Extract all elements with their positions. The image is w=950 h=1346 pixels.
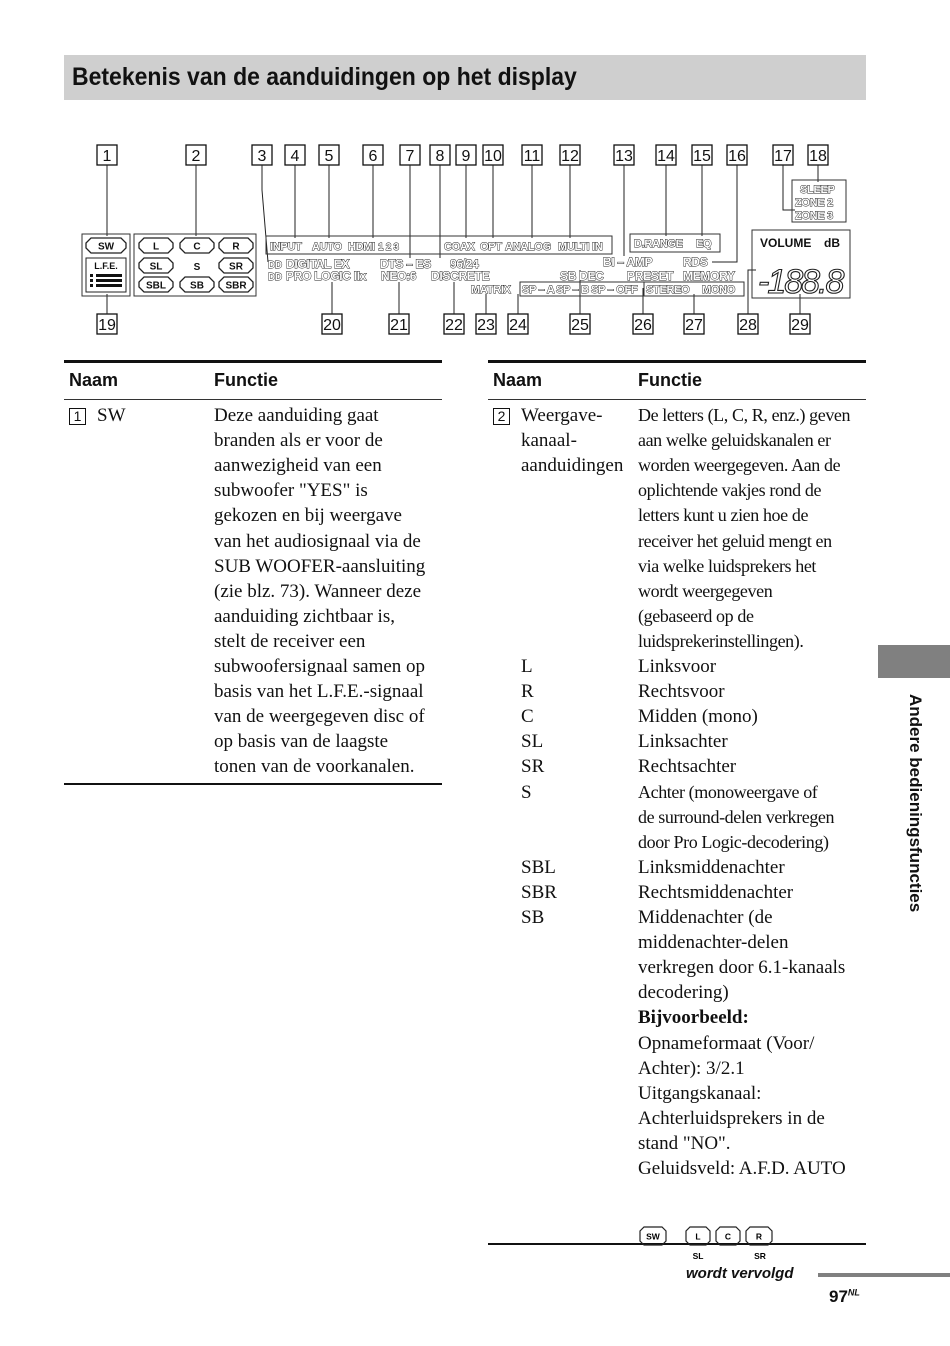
item-number-box: 2 bbox=[493, 408, 510, 425]
function-line: letters kunt u zien hoe de bbox=[638, 505, 809, 526]
indicator-dts-es: DTS – ES bbox=[380, 257, 431, 271]
r-icon-label: R bbox=[755, 1231, 763, 1242]
display-diagram bbox=[64, 135, 866, 345]
function-line: Achter (monoweergave of bbox=[638, 781, 818, 802]
function-line: branden als er voor de bbox=[214, 430, 383, 452]
example-line: Geluidsveld: A.F.D. AUTO bbox=[638, 1158, 846, 1179]
indicator-96-24: 96/24 bbox=[450, 257, 479, 271]
callout-26-number: 26 bbox=[634, 317, 652, 334]
function-line: (zie blz. 73). Wanneer deze bbox=[214, 580, 422, 602]
indicator-analog: ANALOG bbox=[505, 241, 551, 253]
callout-15-number: 15 bbox=[693, 148, 711, 165]
callout-9-number: 9 bbox=[461, 148, 471, 165]
header-naam: Naam bbox=[69, 370, 119, 390]
indicator-coax: COAX bbox=[444, 241, 475, 253]
function-line: worden weergegeven. Aan de bbox=[638, 455, 841, 476]
l-icon-label: L bbox=[695, 1231, 701, 1242]
continued-label: wordt vervolgd bbox=[686, 1265, 794, 1282]
page-number-suffix: NL bbox=[847, 1287, 860, 1298]
function-line: op basis van de laagste bbox=[214, 731, 389, 753]
callout-22-number: 22 bbox=[445, 317, 463, 334]
indicator-opt: OPT bbox=[480, 241, 502, 253]
channel-s-label: S bbox=[193, 262, 201, 273]
callout-6-number: 6 bbox=[368, 148, 378, 165]
channel-name: L bbox=[521, 656, 533, 677]
indicator-matrix: MATRIX bbox=[471, 284, 511, 296]
c-icon-label: C bbox=[724, 1231, 732, 1242]
channel-c-label: C bbox=[193, 241, 201, 253]
channel-r-label: R bbox=[232, 241, 240, 253]
indicator-d-range: D.RANGE bbox=[634, 238, 683, 250]
leader-16 bbox=[712, 165, 737, 262]
function-line: van de weergegeven disc of bbox=[214, 706, 425, 728]
channel-sbl-label: SBL bbox=[146, 280, 166, 292]
name-line: aanduidingen bbox=[521, 455, 624, 477]
indicator-discrete: DISCRETE bbox=[431, 269, 490, 283]
indicator-bi-amp: BI – AMP bbox=[603, 255, 653, 269]
section-label: Andere bedieningsfuncties bbox=[906, 694, 925, 913]
volume-segment-display: -188.8 bbox=[758, 263, 843, 301]
function-line: Deze aanduiding gaat bbox=[214, 405, 379, 426]
indicator-volume: VOLUME bbox=[760, 236, 812, 250]
table-left bbox=[64, 360, 442, 785]
function-line: (gebaseerd op de bbox=[638, 605, 754, 626]
function-line: Midden (mono) bbox=[638, 706, 758, 728]
item-number-box: 1 bbox=[69, 408, 86, 425]
callout-28-number: 28 bbox=[739, 317, 757, 334]
indicator-memory: MEMORY bbox=[683, 269, 735, 283]
callout-3-number: 3 bbox=[257, 148, 267, 165]
function-line: De letters (L, C, R, enz.) geven bbox=[638, 405, 851, 425]
indicator-auto: AUTO bbox=[312, 241, 342, 253]
channel-name: R bbox=[521, 681, 534, 703]
function-line: gekozen en bij weergave bbox=[214, 505, 402, 527]
function-line: de surround-delen verkregen bbox=[638, 806, 835, 827]
lfe-level-dot bbox=[90, 284, 93, 287]
indicator-dolby-2: DD bbox=[268, 272, 282, 283]
channel-sw-label: SW bbox=[97, 241, 115, 253]
leader-17 bbox=[783, 165, 795, 210]
example-line: Achter): 3/2.1 bbox=[638, 1057, 745, 1079]
function-line: oplichtende vakjes rond de bbox=[638, 480, 822, 501]
example-channel-icons bbox=[638, 1226, 788, 1266]
table-body bbox=[488, 400, 866, 1261]
function-line: Middenachter (de bbox=[638, 907, 773, 928]
lfe-level-dot bbox=[90, 279, 93, 282]
indicator-sp-b: SP – B bbox=[556, 284, 589, 296]
section-tab bbox=[878, 645, 950, 678]
indicator-db: dB bbox=[824, 236, 840, 250]
callout-24-number: 24 bbox=[509, 317, 527, 334]
function-line: aanwezigheid van een bbox=[214, 455, 382, 477]
indicator-sleep: SLEEP bbox=[800, 184, 835, 196]
sr-icon-label: SR bbox=[754, 1251, 766, 1261]
channel-l-label: L bbox=[152, 241, 160, 253]
example-line: Achterluidsprekers in de bbox=[638, 1107, 825, 1129]
callout-20-number: 20 bbox=[323, 317, 341, 334]
indicator-hdmi: HDMI bbox=[348, 241, 375, 253]
function-line: verkregen door 6.1-kanaals bbox=[638, 957, 846, 979]
function-line: Rechtsvoor bbox=[638, 681, 725, 703]
function-line: Linksachter bbox=[638, 731, 728, 753]
page-number bbox=[829, 1287, 860, 1307]
table-header bbox=[64, 363, 442, 399]
callout-21-number: 21 bbox=[390, 317, 408, 334]
callout-4-number: 4 bbox=[290, 148, 300, 165]
indicator-stereo: STEREO bbox=[646, 284, 690, 296]
function-line: Linksvoor bbox=[638, 656, 717, 677]
indicator-sp-a: SP – A bbox=[522, 284, 555, 296]
indicator-rds: RDS bbox=[683, 255, 708, 269]
callout-12-number: 12 bbox=[561, 148, 579, 165]
example-line: Opnameformaat (Voor/ bbox=[638, 1032, 815, 1054]
callout-10-number: 10 bbox=[484, 148, 502, 165]
function-line: van het audiosignaal via de bbox=[214, 530, 421, 552]
channel-name: SB bbox=[521, 907, 545, 928]
callout-13-number: 13 bbox=[615, 148, 633, 165]
page-title bbox=[64, 55, 866, 100]
display-panel-svg bbox=[64, 135, 866, 345]
function-line: door Pro Logic-decodering) bbox=[638, 831, 829, 852]
function-line: Rechtsachter bbox=[638, 756, 737, 778]
callout-29-number: 29 bbox=[791, 317, 809, 334]
channel-name: SL bbox=[521, 731, 544, 753]
table-rule bbox=[64, 783, 442, 785]
callout-11-number: 11 bbox=[523, 148, 541, 165]
callout-17-number: 17 bbox=[774, 148, 792, 165]
channel-sbr-label: SBR bbox=[225, 280, 247, 292]
sl-icon-label: SL bbox=[692, 1251, 704, 1261]
channel-name: SBL bbox=[521, 856, 556, 878]
indicator-sb-dec: SB DEC bbox=[560, 269, 604, 283]
callout-23-number: 23 bbox=[477, 317, 495, 334]
indicator-pro-logic: PRO LOGIC IIx bbox=[286, 269, 367, 283]
callout-7-number: 7 bbox=[405, 148, 415, 165]
function-line: basis van het L.F.E.-signaal bbox=[214, 681, 424, 703]
channel-name: SBR bbox=[521, 881, 557, 903]
table-right bbox=[488, 360, 866, 1261]
page-number-value: 97 bbox=[829, 1287, 848, 1306]
indicator-sp-off: SP – OFF bbox=[591, 284, 638, 296]
table-header bbox=[488, 363, 866, 399]
callout-8-number: 8 bbox=[435, 148, 445, 165]
function-line: decodering) bbox=[638, 982, 729, 1004]
example-line: Uitgangskanaal: bbox=[638, 1082, 762, 1104]
header-naam: Naam bbox=[493, 370, 543, 390]
callout-25-number: 25 bbox=[571, 317, 589, 334]
function-line: stelt de receiver een bbox=[214, 630, 366, 652]
channel-name: SR bbox=[521, 756, 545, 778]
indicator-hdmi-number: 1 2 3 bbox=[378, 242, 399, 253]
function-line: middenachter-delen bbox=[638, 932, 789, 954]
indicator-dolby-1: DD bbox=[268, 260, 282, 271]
indicator-neo6: NEO:6 bbox=[381, 269, 417, 283]
callout-18-number: 18 bbox=[809, 148, 827, 165]
channel-sr-label: SR bbox=[229, 261, 243, 273]
channel-sb-label: SB bbox=[190, 280, 204, 292]
indicator-input: INPUT bbox=[270, 241, 302, 253]
function-line: subwoofer "YES" is bbox=[214, 480, 368, 502]
callout-27-number: 27 bbox=[685, 317, 703, 334]
example-line: stand "NO". bbox=[638, 1132, 731, 1154]
header-functie: Functie bbox=[638, 370, 703, 390]
indicator-zone3: ZONE 3 bbox=[795, 210, 833, 222]
name-line: kanaal- bbox=[521, 430, 577, 452]
callout-1-number: 1 bbox=[102, 148, 112, 165]
indicator-multi-in: MULTI IN bbox=[558, 241, 603, 253]
indicator-mono: MONO bbox=[702, 284, 736, 296]
lfe-level-dot bbox=[90, 274, 93, 277]
function-line: SUB WOOFER-aansluiting bbox=[214, 555, 426, 577]
page-title-text: Betekenis van de aanduidingen op het display bbox=[72, 63, 577, 91]
callout-19-number: 19 bbox=[98, 317, 116, 334]
sw-icon-label: SW bbox=[646, 1231, 660, 1242]
function-line: wordt weergegeven bbox=[638, 580, 773, 601]
callout-16-number: 16 bbox=[728, 148, 746, 165]
lfe-level-bar bbox=[96, 279, 122, 282]
function-line: luidsprekerinstellingen). bbox=[638, 630, 804, 651]
leader-3 bbox=[262, 165, 268, 262]
lfe-level-bar bbox=[96, 274, 122, 277]
table-body bbox=[64, 400, 442, 783]
channel-name: S bbox=[521, 781, 532, 803]
function-line: aan welke geluidskanalen er bbox=[638, 430, 831, 451]
function-line: aanduiding zichtbaar is, bbox=[214, 605, 395, 627]
function-line: receiver het geluid mengt en bbox=[638, 530, 832, 551]
header-functie: Functie bbox=[214, 370, 279, 390]
indicator-zone2: ZONE 2 bbox=[795, 197, 833, 209]
lfe-level-bar bbox=[96, 284, 122, 287]
callout-2-number: 2 bbox=[191, 148, 201, 165]
item-name: SW bbox=[97, 405, 126, 426]
function-line: via welke luidsprekers het bbox=[638, 555, 817, 576]
function-line: tonen van de voorkanalen. bbox=[214, 756, 415, 778]
function-line: subwoofersignaal samen op bbox=[214, 656, 426, 677]
channel-lfe-label: L.F.E. bbox=[94, 261, 118, 271]
indicator-eq: EQ bbox=[696, 238, 712, 250]
indicator-digital-ex: DIGITAL EX bbox=[286, 257, 350, 271]
function-line: Rechtsmiddenachter bbox=[638, 881, 794, 903]
function-line: Linksmiddenachter bbox=[638, 856, 785, 878]
channel-sl-label: SL bbox=[149, 261, 163, 273]
channel-name: C bbox=[521, 706, 534, 728]
continued-line bbox=[818, 1273, 950, 1277]
callout-5-number: 5 bbox=[324, 148, 334, 165]
example-title: Bijvoorbeeld: bbox=[638, 1007, 749, 1029]
callout-14-number: 14 bbox=[657, 148, 675, 165]
name-line: Weergave- bbox=[521, 405, 603, 426]
indicator-preset: PRESET bbox=[627, 269, 674, 283]
